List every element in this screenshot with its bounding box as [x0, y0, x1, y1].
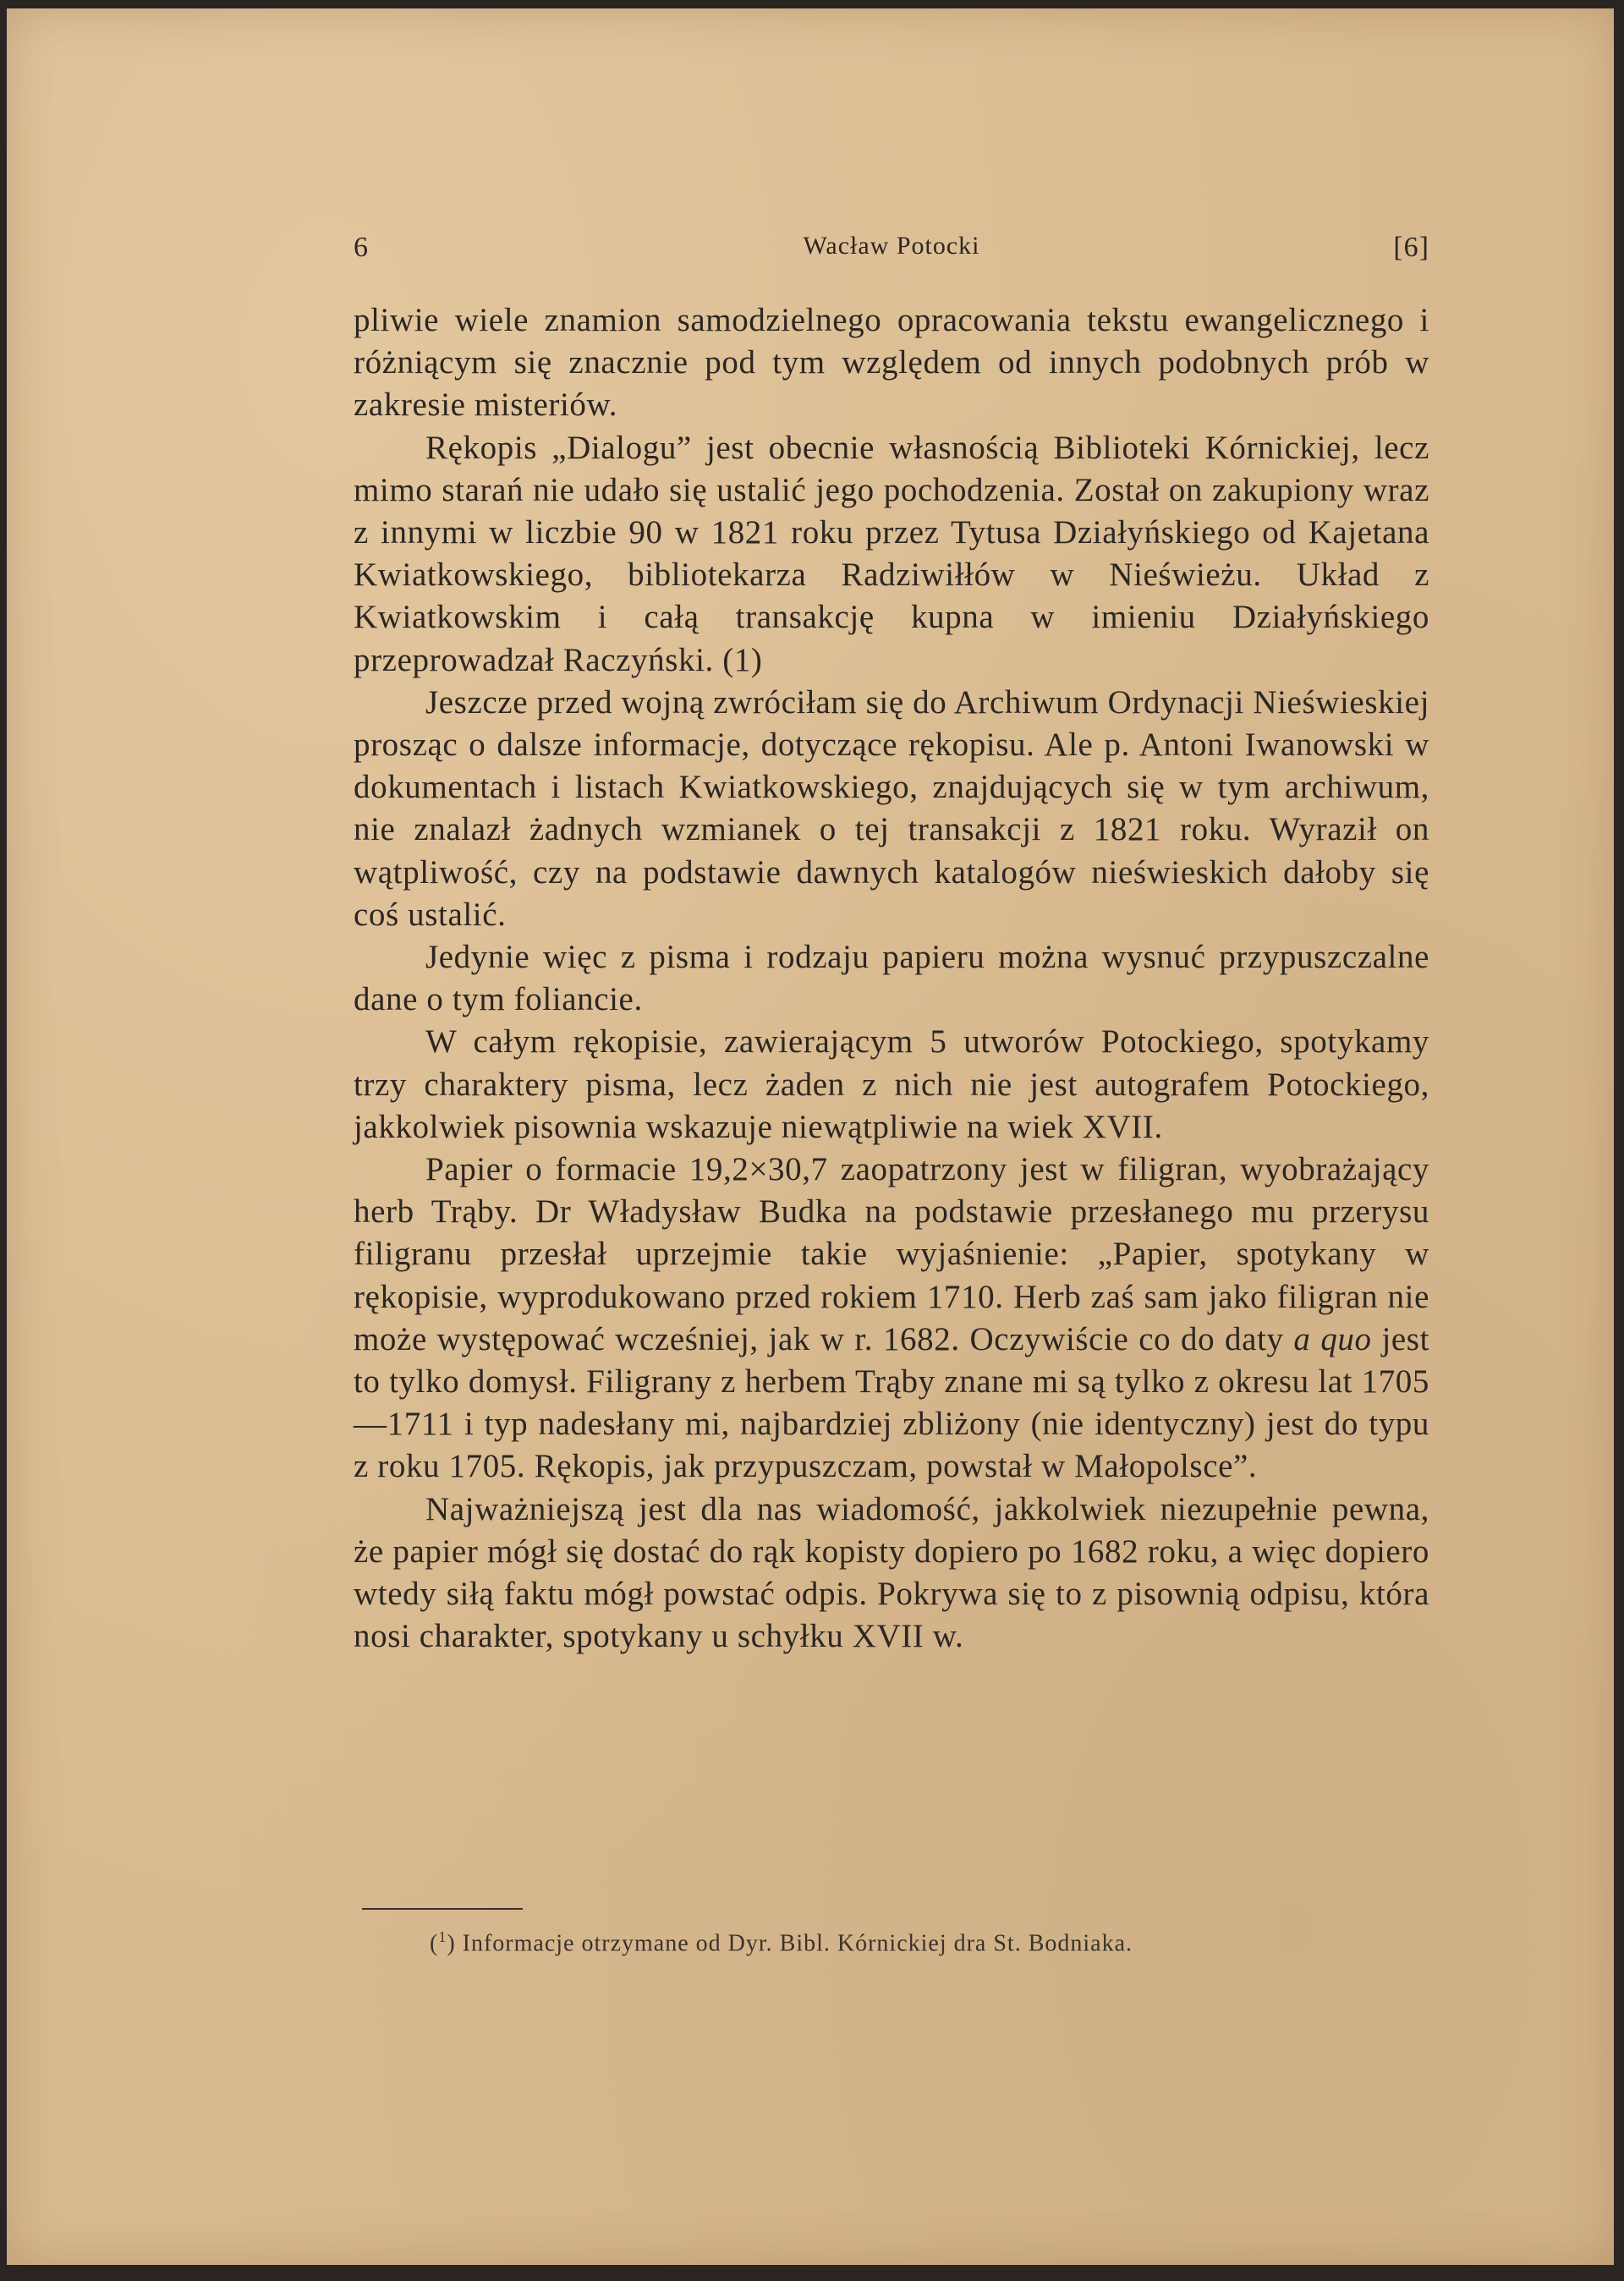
- paragraph-paper-evidence: Jedynie więc z pisma i rodzaju papieru można wysnuć przypuszczalne dane o tym foliancie.: [354, 939, 1429, 1018]
- page-number-right: [6]: [1393, 232, 1429, 263]
- document-page: [7, 8, 1614, 2265]
- page-header: [354, 232, 1429, 274]
- paragraph-continuation: pliwie wiele znamion samodzielnego opracowania tekstu ewangelicznego i różniącym się znacznie pod tym względem od innych podobnych prób w zakresie misteriów.: [354, 302, 1429, 424]
- footnote-marker: 1: [438, 1928, 447, 1945]
- running-title: Wacław Potocki: [803, 232, 980, 260]
- paragraph-conclusion: Najważniejszą jest dla nas wiadomość, jakkolwiek niezupełnie pewna, że papier mógł się dostać do rąk kopisty dopiero po 1682 roku, a więc dopiero wtedy siłą faktu mógł powstać odpis. Pokrywa się to z pisownią odpisu, która nosi charakter, spotykany u schyłku XVII w.: [354, 1490, 1429, 1655]
- latin-phrase: a quo: [1293, 1320, 1372, 1357]
- paragraph-archive-inquiry: Jeszcze przed wojną zwróciłam się do Archiwum Ordynacji Nieświeskiej prosząc o dalsze informacje, dotyczące rękopisu. Ale p. Antoni Iwanowski w dokumentach i listach Kwiatkowskiego, znajdujących się w tym archiwum, nie znalazł żadnych wzmianek o tej transakcji z 1821 roku. Wyraził on wątpliwość, czy na podstawie dawnych katalogów nieświeskich dałoby się coś ustalić.: [354, 683, 1429, 933]
- footnote-text: Informacje otrzymane od Dyr. Bibl. Kórnickiej dra St. Bodniaka.: [462, 1930, 1133, 1957]
- body-text: [354, 299, 1429, 1659]
- footnote: ($^1$) Informacje otrzymane od Dyr. Bibl. Kórnickiej dra St. Bodniaka.: [430, 1928, 1133, 1957]
- paragraph-handwriting: W całym rękopisie, zawierającym 5 utworów Potockiego, spotykamy trzy charaktery pisma, lecz żaden z nich nie jest autografem Potockiego, jakkolwiek pisownia wskazuje niewątpliwie na wiek XVII.: [354, 1023, 1429, 1145]
- paragraph-watermark: [354, 1149, 1429, 1489]
- paragraph-manuscript-origin: Rękopis „Dialogu” jest obecnie własnością Biblioteki Kórnickiej, lecz mimo starań nie udało się ustalić jego pochodzenia. Został on zakupiony wraz z innymi w liczbie 90 w 1821 roku przez Tytusa Działyńskiego od Kajetana Kwiatkowskiego, bibliotekarza Radziwiłłów w Nieświeżu. Układ z Kwiatkowskim i całą transakcję kupna w imieniu Działyńskiego przeprowadzał Raczyński. (1): [354, 429, 1429, 678]
- footnote-separator: [362, 1908, 523, 1910]
- watermark-text-start: Papier o formacie 19,2×30,7 zaopatrzony jest w filigran, wyobrażający herb Trąby. Dr Władysław Budka na podstawie przesłanego mu przerysu filigranu przesłał uprzejmie takie wyjaśnienie: „Papier, spotykany w rękopisie, wyprodukowano przed rokiem 1710. Herb zaś sam jako filigran nie może występować wcześniej, jak w r. 1682. Oczywiście co do daty: [354, 1151, 1429, 1357]
- watermark-text-end: jest to tylko domysł. Filigrany z herbem Trąby znane mi są tylko z okresu lat 1705—1711 i typ nadesłany mi, najbardziej zbliżony (nie identyczny) jest do typu z roku 1705. Rękopis, jak przypuszczam, powstał w Małopolsce”.: [354, 1320, 1430, 1485]
- page-number-left: 6: [354, 232, 369, 263]
